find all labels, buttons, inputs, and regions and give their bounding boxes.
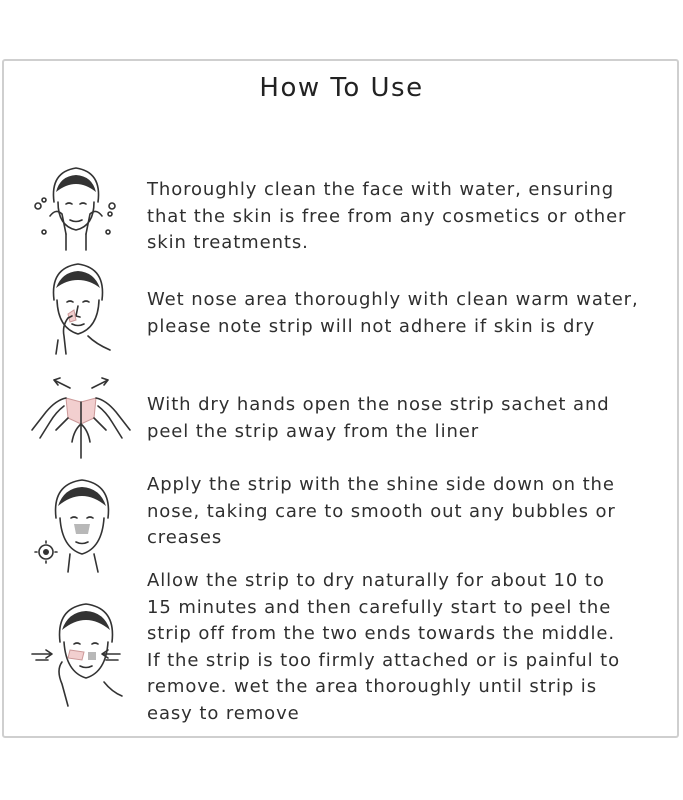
step-3-text: With dry hands open the nose strip sachet and peel the strip away from the liner [147,394,610,442]
face-wet-nose-icon [26,256,136,360]
step-1-text: Thoroughly clean the face with water, ensuring that the skin is free from any cosmetics or other skin treatments. [147,179,627,253]
face-peel-strip-icon [26,598,136,712]
step-4-text: Apply the strip with the shine side down on the nose, taking care to smooth out any bubbles or creases [147,474,616,548]
step-5-text: Allow the strip to dry naturally for about 10 to 15 minutes and then carefully start to peel the strip off from the two ends towards the middle. If the strip is too firmly attached or is painful to remove. wet the area thoroughly until strip is easy to remove [147,570,620,724]
page-title: How To Use [259,73,424,103]
hands-open-sachet-icon [26,372,136,466]
face-washing-icon [26,154,136,258]
face-apply-strip-icon [26,474,136,578]
step-2-text: Wet nose area thoroughly with clean warm water, please note strip will not adhere if skin is dry [147,289,639,337]
